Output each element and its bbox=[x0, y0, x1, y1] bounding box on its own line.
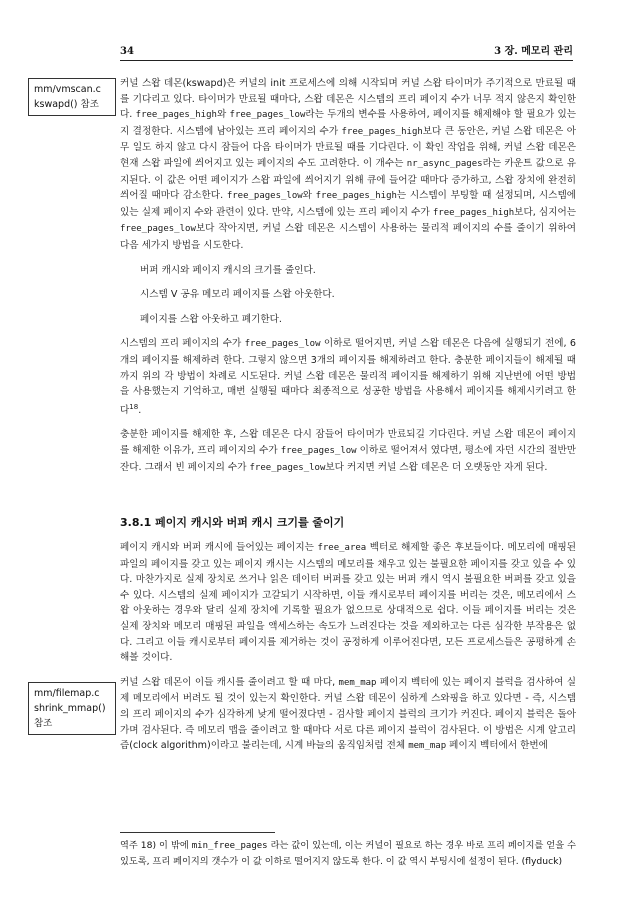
list-item-swap-pages: 페이지를 스왑 아웃하고 폐기한다. bbox=[140, 313, 282, 325]
paragraph-clock-algorithm: 커널 스왑 데몬이 이들 캐시를 줄이려고 할 때 마다, mem_map 페이지 벡터에 있는 페이지 블럭을 검사하여 실제 메모리에서 버려도 될 것이 있는지 확인한다. 커널 스왑 데몬이 심하게 스와핑을 하고 있다면 - 즉, 시스템의 프리 페이지의 수가 심각하게 낮게 떨어졌다면 - 검사할 페이지 블럭의 크기가 커진다. 페이지 블럭은 돌아가며 검사된다. 즉 메모리 맵을 줄이려고 할 때마다 서로 다른 페이지 블럭이 검사된다. 이 방법은 시계 알고리즘(clock algorithm)이라고 불리는데, 시계 바늘의 움직임처럼 전체 mem_map 페이지 벡터에서 한번에 bbox=[120, 676, 576, 752]
paragraph-caches: 페이지 캐시와 버퍼 캐시에 들어있는 페이지는 free_area 벡터로 해제할 좋은 후보들이다. 메모리에 매핑된 파일의 페이지를 갖고 있는 페이지 캐시는 시스템의 메모리를 채우고 있는 불필요한 페이지를 갖고 있을 수 있다. 마찬가지로 실제 장치로 쓰거나 읽은 데이터 버퍼를 갖고 있는 버퍼 캐시 역시 불필요한 버퍼를 갖고 있을 수 있다. 시스템의 실제 페이지가 고갈되기 시작하면, 이들 캐시로부터 페이지를 버리는 것은, 메모리에서 스왑 아웃하는 경우와 달리 실제 장치에 기록할 필요가 없으므로 상대적으로 쉽다. 이들 페이지를 버리는 것은 실제 장치와 메모리 매핑된 파일을 액세스하는 속도가 느려진다는 것을 제외하고는 다른 심각한 부작용은 없다. 그리고 이들 캐시로부터 페이지를 제거하는 것이 공정하게 이루어진다면, 모든 프로세스들은 공평하게 손해볼 것이다. bbox=[120, 542, 576, 664]
margin-note-line: kswapd() 참조 bbox=[34, 99, 99, 110]
code-term: free_pages_low bbox=[244, 339, 321, 350]
code-term: free_pages_low bbox=[280, 446, 357, 457]
footnote-ref: 18 bbox=[129, 402, 139, 411]
margin-note-line: 참조 bbox=[34, 718, 53, 729]
code-term: free_pages_high bbox=[432, 207, 515, 218]
code-term: free_pages_high bbox=[135, 110, 217, 121]
code-term: free_area bbox=[317, 543, 367, 553]
code-term: min_free_pages bbox=[191, 841, 268, 851]
footnote-divider bbox=[120, 832, 275, 833]
margin-note-line: mm/vmscan.c bbox=[34, 84, 101, 95]
margin-note-filemap bbox=[28, 682, 116, 735]
code-term: free_pages_high bbox=[315, 191, 397, 202]
paragraph-sleep: 충분한 페이지를 해제한 후, 스왑 데몬은 다시 잠들어 타이머가 만료되길 기다린다. 커널 스왑 데몬이 페이지를 해제한 이유가, 프리 페이지의 수가 free_pages_low 이하로 떨어져서 였다면, 평소에 자던 시간의 절반만 잔다. 그래서 빈 페이지의 수가 free_pages_low보다 커지면 커널 스왑 데몬은 더 오랫동안 자게 된다. bbox=[120, 429, 576, 473]
footnote-18: 역주 18) 이 밖에 min_free_pages 라는 값이 있는데, 이는 커널이 필요로 하는 경우 바로 프리 페이지를 얻을 수 있도록, 프리 페이지의 갯수가 이 값 이하로 떨어지지 않도록 한다. 이 값 역시 부팅시에 설정이 된다. (flyduck) bbox=[120, 840, 576, 867]
list-item-reduce-cache: 버퍼 캐시와 페이지 캐시의 크기를 줄인다. bbox=[140, 264, 316, 276]
intro-text bbox=[120, 76, 576, 485]
running-header bbox=[120, 42, 573, 61]
page-number: 34 bbox=[120, 46, 134, 57]
paragraph-free-pages-low: 시스템의 프리 페이지의 수가 free_pages_low 이하로 떨어지면, 커널 스왑 데몬은 다음에 실행되기 전에, 6개의 페이지를 해제하려 한다. 그렇지 않으면 3개의 페이지를 해제하려고 한다. 충분한 페이지들이 해제될 때까지 위의 각 방법이 차례로 시도된다. 커널 스왑 데몬은 물리적 페이지를 해제하기 위해 지난번에 어떤 방법을 사용했는지 기억하고, 매번 실행될 때마다 최종적으로 성공한 방법을 사용해서 페이지를 해제시키려고 한다$^{18}$. bbox=[120, 338, 576, 416]
code-term: mem_map bbox=[338, 677, 377, 688]
margin-note-vmscan bbox=[28, 78, 116, 116]
code-term: nr_async_pages bbox=[406, 158, 483, 169]
code-term: free_pages_low bbox=[249, 462, 326, 473]
section-title: 3.8.1 페이지 캐시와 버퍼 캐시 크기를 줄이기 bbox=[120, 516, 345, 529]
chapter-title: 3 장. 메모리 관리 bbox=[494, 46, 573, 57]
margin-note-line: shrink_mmap() bbox=[34, 703, 106, 714]
list-item-swap-shm: 시스템 V 공유 메모리 페이지를 스왑 아웃한다. bbox=[140, 289, 335, 301]
code-term: free_pages_low bbox=[229, 110, 306, 121]
code-term: free_pages_high bbox=[341, 126, 423, 137]
code-term: free_pages_low bbox=[120, 224, 196, 235]
code-term: free_pages_low bbox=[226, 191, 303, 202]
margin-note-line: mm/filemap.c bbox=[34, 688, 100, 699]
paragraph-kswapd: 커널 스왑 데몬(kswapd)은 커널의 init 프로세스에 의해 시작되며 커널 스왑 타이머가 주기적으로 만료될 때를 기다리고 있다. 타이머가 만료될 때마다, 스왑 데몬은 시스템의 프리 페이지 수가 너무 적지 않은지 확인한다. free_pages_high와 free_pages_low라는 두개의 변수를 사용하여, 페이지를 해제해야 할 필요가 있는지 결정한다. 시스템에 남아있는 프리 페이지의 수가 free_pages_high보다 큰 동안은, 커널 스왑 데몬은 아무 일도 하지 않고 다시 잠들어 다음 타이머가 만료될 때를 기다린다. 이 확인 작업을 위해, 커널 스왑 데몬은 현재 스왑 파일에 씌어지고 있는 페이지의 수도 고려한다. 이 개수는 nr_async_pages라는 카운트 값으로 유지된다. 이 값은 어떤 페이지가 스왑 파일에 씌어지기 위해 큐에 들어갈 때마다 증가하고, 스왑 장치에 완전히 씌어질 때마다 감소한다. free_pages_low와 free_pages_high는 시스템이 부팅할 때 설정되며, 시스템에 있는 실제 페이지 수와 관련이 있다. 만약, 시스템에 있는 프리 페이지 수가 free_pages_high보다, 심지어는 free_pages_low보다 작아지면, 커널 스왑 데몬은 시스템이 사용하는 물리적 페이지의 수를 줄이기 위하여 다음 세가지 방법을 시도한다. bbox=[120, 78, 577, 251]
section-text bbox=[120, 540, 576, 764]
code-term: mem_map bbox=[408, 741, 447, 752]
